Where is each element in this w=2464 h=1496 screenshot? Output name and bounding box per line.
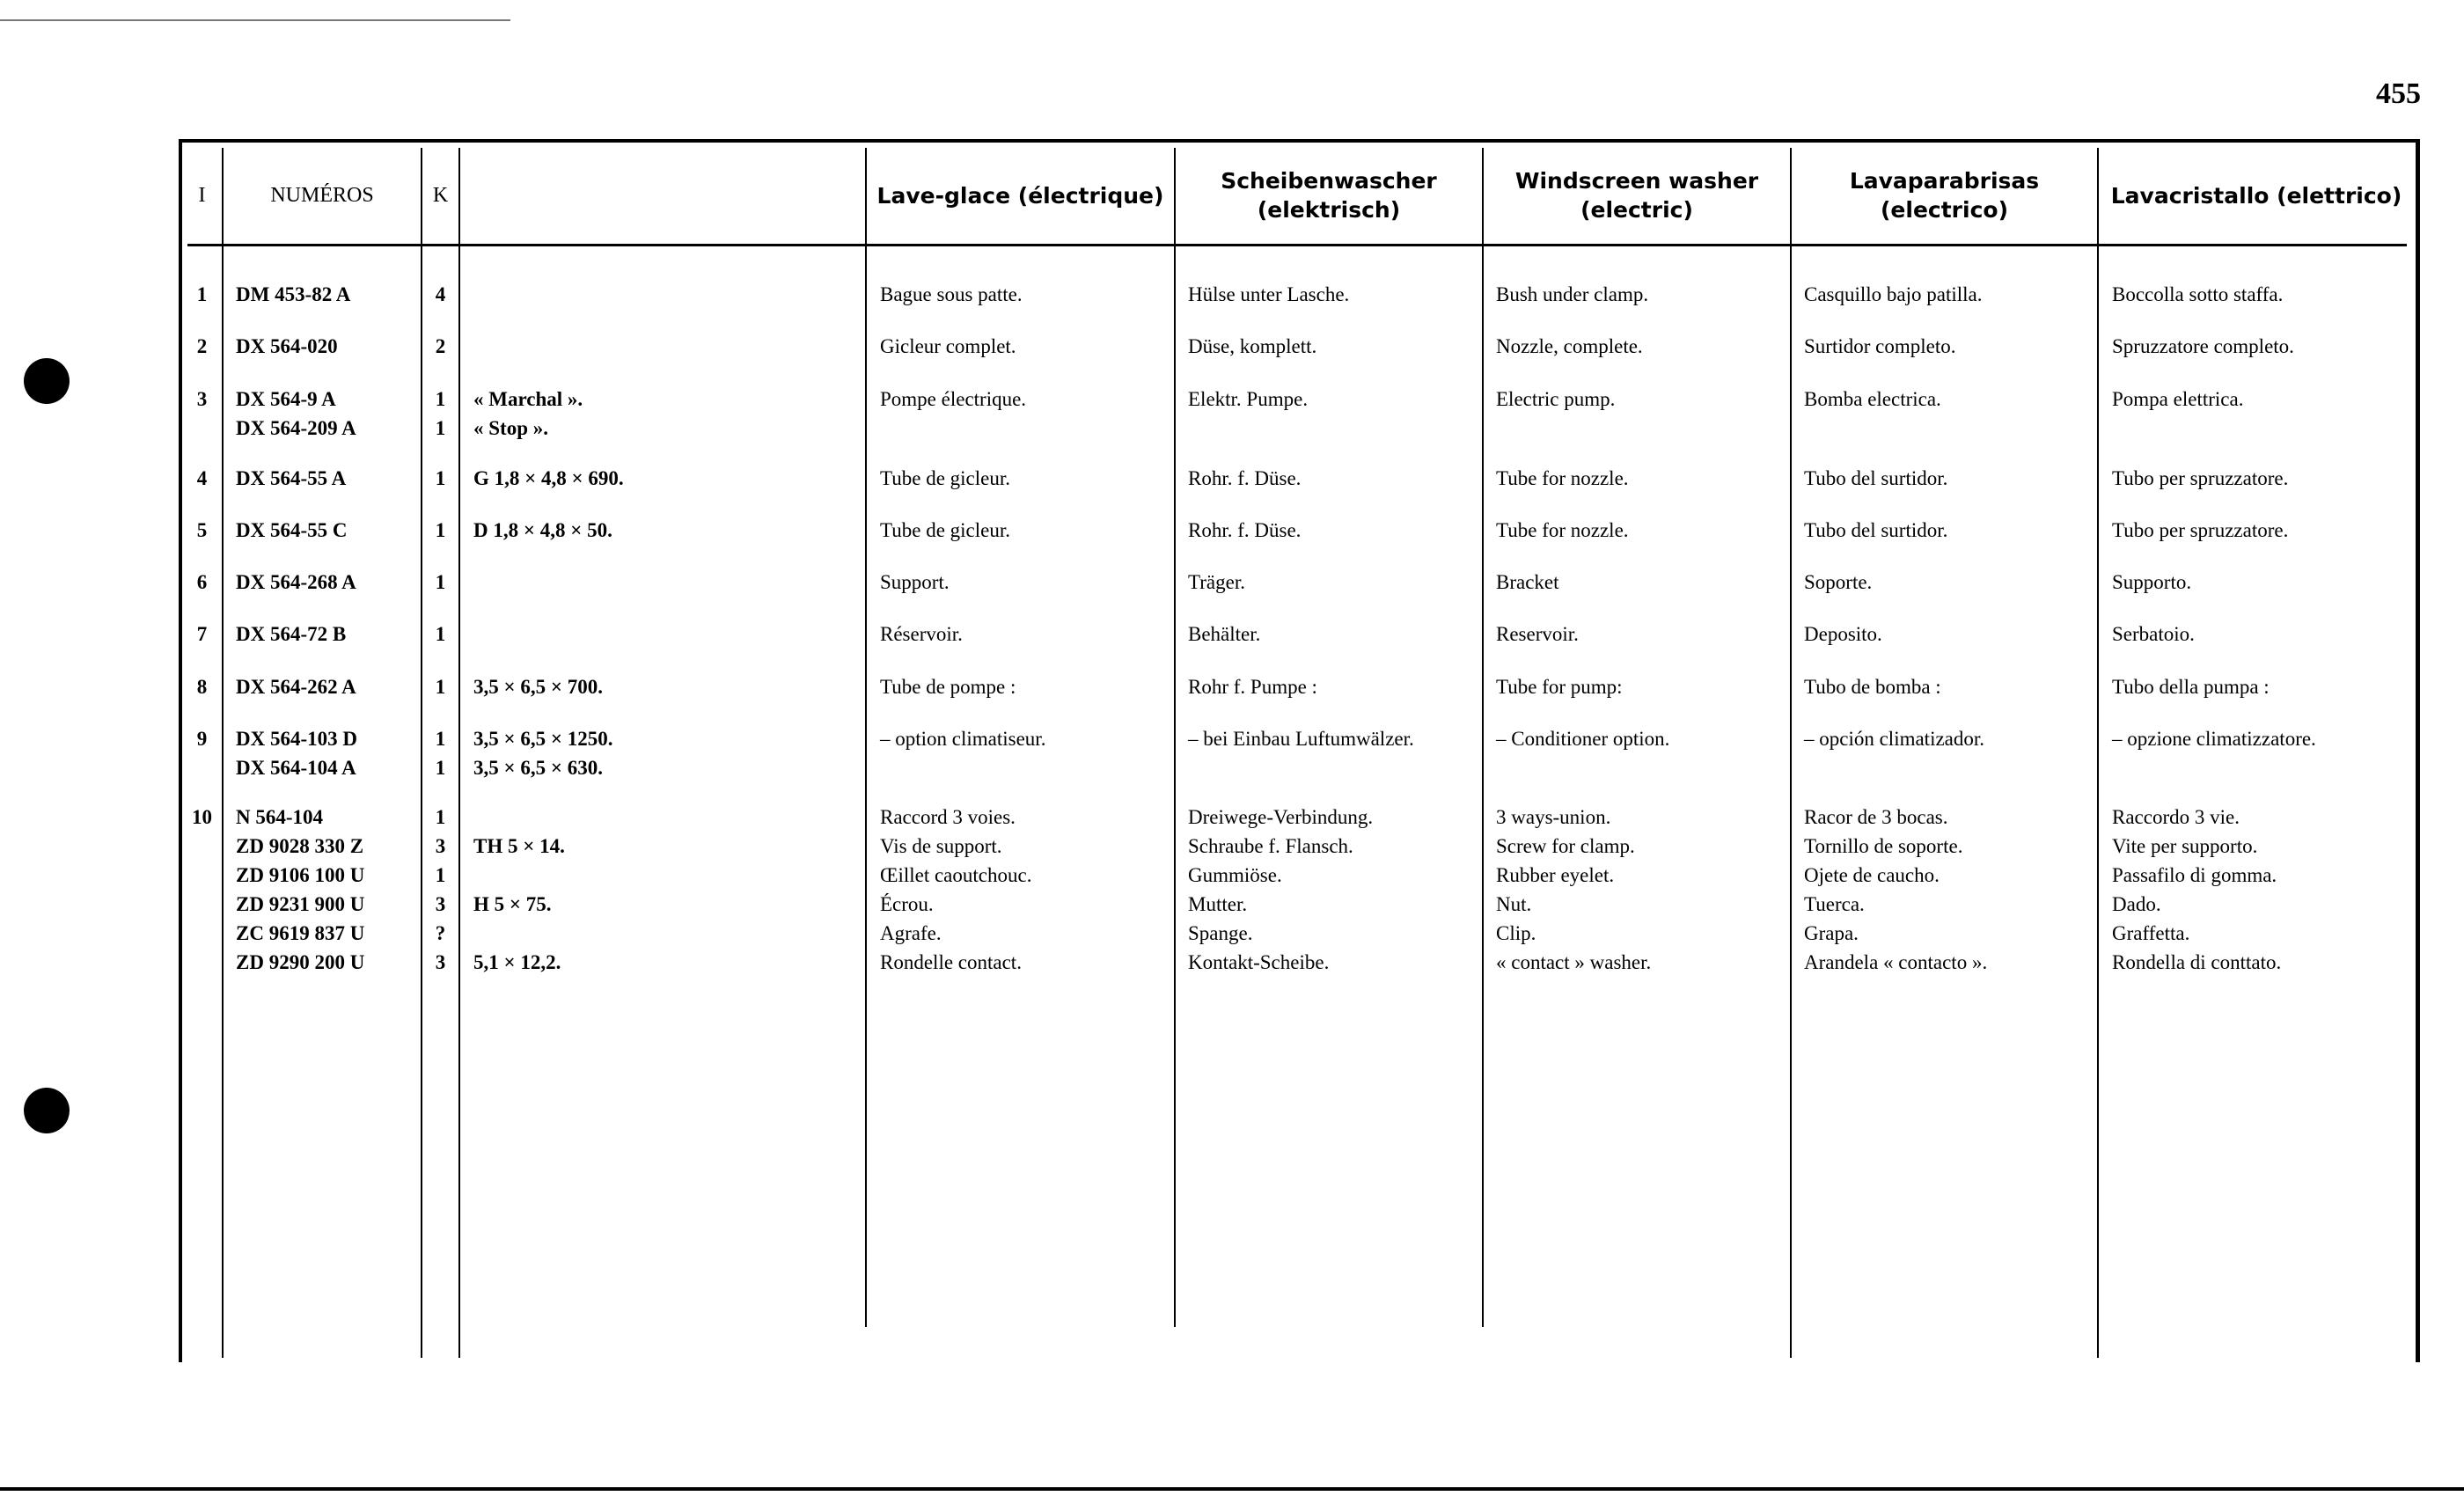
description-fr: Raccord 3 voies. <box>880 806 1016 828</box>
description-es: Ojete de caucho. <box>1804 864 1940 886</box>
header-french: Lave-glace (électrique) <box>876 182 1164 209</box>
description-de: Rohr f. Pumpe : <box>1188 676 1317 698</box>
top-rule <box>0 19 510 21</box>
quantity: 1 <box>435 388 446 410</box>
specification: G 1,8 × 4,8 × 690. <box>473 467 624 489</box>
header-english-line: (electric) <box>1580 197 1693 223</box>
header-english <box>1484 148 1790 243</box>
description-it: Vite per supporto. <box>2112 835 2258 857</box>
header-spanish-line: (electrico) <box>1881 197 2008 223</box>
row-index: 6 <box>196 571 208 593</box>
description-de: Behälter. <box>1188 623 1261 645</box>
description-fr: Rondelle contact. <box>880 951 1022 973</box>
description-de: Rohr. f. Düse. <box>1188 519 1302 541</box>
description-it: Graffetta. <box>2112 922 2190 944</box>
description-it: Boccolla sotto staffa. <box>2112 283 2284 305</box>
part-number: DM 453-82 A <box>236 283 351 305</box>
description-en: Bush under clamp. <box>1496 283 1649 305</box>
column-divider <box>222 148 224 1358</box>
description-it: – opzione climatizzatore. <box>2112 728 2316 750</box>
column-divider <box>1790 148 1792 1358</box>
description-de: Kontakt-Scheibe. <box>1188 951 1330 973</box>
quantity: 1 <box>435 519 446 541</box>
punch-hole <box>24 1088 70 1133</box>
part-number: DX 564-103 D <box>236 728 357 750</box>
description-it: Serbatoio. <box>2112 623 2195 645</box>
description-en: Screw for clamp. <box>1496 835 1635 857</box>
row-index: 9 <box>196 728 208 750</box>
part-number: ZD 9028 330 Z <box>236 835 364 857</box>
header-english-line: Windscreen washer <box>1514 168 1759 194</box>
description-fr: Tube de gicleur. <box>880 519 1010 541</box>
description-fr: Œillet caoutchouc. <box>880 864 1032 886</box>
quantity: 3 <box>435 893 446 915</box>
column-divider <box>458 148 460 1358</box>
description-en: Rubber eyelet. <box>1496 864 1615 886</box>
description-fr: Bague sous patte. <box>880 283 1023 305</box>
specification: « Stop ». <box>473 417 548 439</box>
quantity: 1 <box>435 806 446 828</box>
description-es: Bomba electrica. <box>1804 388 1941 410</box>
header-numeros: NUMÉROS <box>270 183 374 207</box>
description-de: Schraube f. Flansch. <box>1188 835 1353 857</box>
description-fr: Tube de pompe : <box>880 676 1016 698</box>
specification: D 1,8 × 4,8 × 50. <box>473 519 612 541</box>
specification: H 5 × 75. <box>473 893 552 915</box>
page-number: 455 <box>2376 77 2421 110</box>
description-it: Tubo per spruzzatore. <box>2112 467 2289 489</box>
description-de: Dreiwege-Verbindung. <box>1188 806 1374 828</box>
header-spanish <box>1792 148 2097 243</box>
description-en: Electric pump. <box>1496 388 1616 410</box>
description-es: Tubo de bomba : <box>1804 676 1941 698</box>
specification: 3,5 × 6,5 × 700. <box>473 676 603 698</box>
description-it: Raccordo 3 vie. <box>2112 806 2240 828</box>
row-index: 2 <box>196 335 208 357</box>
description-fr: Pompe électrique. <box>880 388 1027 410</box>
description-de: – bei Einbau Luftumwälzer. <box>1188 728 1414 750</box>
header-german-line: Scheibenwascher <box>1221 168 1437 194</box>
column-divider <box>1482 148 1484 1327</box>
description-de: Düse, komplett. <box>1188 335 1317 357</box>
description-it: Dado. <box>2112 893 2161 915</box>
description-de: Mutter. <box>1188 893 1248 915</box>
part-number: DX 564-9 A <box>236 388 336 410</box>
quantity: 3 <box>435 951 446 973</box>
description-it: Passafilo di gomma. <box>2112 864 2277 886</box>
row-index: 5 <box>196 519 208 541</box>
description-es: Racor de 3 bocas. <box>1804 806 1948 828</box>
description-en: Nut. <box>1496 893 1532 915</box>
part-number: ZD 9290 200 U <box>236 951 365 973</box>
description-en: 3 ways-union. <box>1496 806 1611 828</box>
table-frame-top <box>180 139 2420 143</box>
quantity: 1 <box>435 676 446 698</box>
description-fr: – option climatiseur. <box>880 728 1046 750</box>
description-en: – Conditioner option. <box>1496 728 1670 750</box>
description-it: Tubo per spruzzatore. <box>2112 519 2289 541</box>
row-index: 7 <box>196 623 208 645</box>
quantity: 1 <box>435 417 446 439</box>
description-it: Pompa elettrica. <box>2112 388 2244 410</box>
quantity: 1 <box>435 728 446 750</box>
part-number: DX 564-72 B <box>236 623 347 645</box>
description-en: Clip. <box>1496 922 1536 944</box>
row-index: 1 <box>196 283 208 305</box>
quantity: 3 <box>435 835 446 857</box>
description-en: Tube for nozzle. <box>1496 519 1629 541</box>
part-number: DX 564-104 A <box>236 757 356 779</box>
description-en: Reservoir. <box>1496 623 1579 645</box>
description-en: Bracket <box>1496 571 1559 593</box>
column-divider <box>2097 148 2099 1358</box>
specification: TH 5 × 14. <box>473 835 565 857</box>
part-number: ZD 9231 900 U <box>236 893 365 915</box>
column-divider <box>1174 148 1176 1327</box>
description-fr: Vis de support. <box>880 835 1002 857</box>
column-divider <box>865 148 867 1327</box>
header-index: I <box>198 183 206 207</box>
description-es: Surtidor completo. <box>1804 335 1956 357</box>
description-fr: Support. <box>880 571 950 593</box>
specification: 3,5 × 6,5 × 630. <box>473 757 603 779</box>
description-es: Deposito. <box>1804 623 1882 645</box>
quantity: 1 <box>435 864 446 886</box>
description-fr: Agrafe. <box>880 922 942 944</box>
header-german <box>1176 148 1482 243</box>
description-fr: Écrou. <box>880 893 934 915</box>
row-index: 3 <box>196 388 208 410</box>
description-es: Grapa. <box>1804 922 1859 944</box>
quantity: ? <box>435 922 446 944</box>
quantity: 1 <box>435 623 446 645</box>
quantity: 2 <box>435 335 446 357</box>
part-number: ZD 9106 100 U <box>236 864 365 886</box>
table-frame-right <box>2416 139 2420 1362</box>
part-number: DX 564-262 A <box>236 676 356 698</box>
description-en: Nozzle, complete. <box>1496 335 1643 357</box>
row-index: 8 <box>196 676 208 698</box>
quantity: 4 <box>435 283 446 305</box>
description-es: Tornillo de soporte. <box>1804 835 1963 857</box>
description-fr: Gicleur complet. <box>880 335 1016 357</box>
description-es: Arandela « contacto ». <box>1804 951 1988 973</box>
description-en: « contact » washer. <box>1496 951 1652 973</box>
description-de: Gummiöse. <box>1188 864 1282 886</box>
description-es: Tubo del surtidor. <box>1804 519 1948 541</box>
description-en: Tube for pump: <box>1496 676 1623 698</box>
part-number: DX 564-020 <box>236 335 338 357</box>
description-es: Tubo del surtidor. <box>1804 467 1948 489</box>
description-de: Spange. <box>1188 922 1253 944</box>
description-en: Tube for nozzle. <box>1496 467 1629 489</box>
specification: « Marchal ». <box>473 388 583 410</box>
part-number: DX 564-55 C <box>236 519 348 541</box>
description-de: Rohr. f. Düse. <box>1188 467 1302 489</box>
description-es: – opción climatizador. <box>1804 728 1985 750</box>
part-number: ZC 9619 837 U <box>236 922 365 944</box>
quantity: 1 <box>435 467 446 489</box>
description-it: Spruzzatore completo. <box>2112 335 2294 357</box>
description-fr: Réservoir. <box>880 623 963 645</box>
row-index: 10 <box>192 806 212 828</box>
quantity: 1 <box>435 757 446 779</box>
description-es: Casquillo bajo patilla. <box>1804 283 1983 305</box>
description-it: Tubo della pumpa : <box>2112 676 2270 698</box>
description-es: Tuerca. <box>1804 893 1865 915</box>
header-german-line: (elektrisch) <box>1257 197 1401 223</box>
description-it: Supporto. <box>2112 571 2192 593</box>
part-number: DX 564-55 A <box>236 467 347 489</box>
row-index: 4 <box>196 467 208 489</box>
header-rule <box>187 244 2407 246</box>
description-es: Soporte. <box>1804 571 1873 593</box>
header-k: K <box>432 183 449 207</box>
part-number: DX 564-209 A <box>236 417 356 439</box>
quantity: 1 <box>435 571 446 593</box>
description-de: Elektr. Pumpe. <box>1188 388 1309 410</box>
bottom-rule <box>0 1487 2464 1491</box>
specification: 5,1 × 12,2. <box>473 951 561 973</box>
specification: 3,5 × 6,5 × 1250. <box>473 728 613 750</box>
punch-hole <box>24 358 70 404</box>
description-de: Hülse unter Lasche. <box>1188 283 1350 305</box>
part-number: N 564-104 <box>236 806 324 828</box>
description-it: Rondella di conttato. <box>2112 951 2282 973</box>
part-number: DX 564-268 A <box>236 571 356 593</box>
header-spanish-line: Lavaparabrisas <box>1849 168 2040 194</box>
header-italian: Lavacristallo (elettrico) <box>2110 182 2402 209</box>
description-de: Träger. <box>1188 571 1245 593</box>
description-fr: Tube de gicleur. <box>880 467 1010 489</box>
